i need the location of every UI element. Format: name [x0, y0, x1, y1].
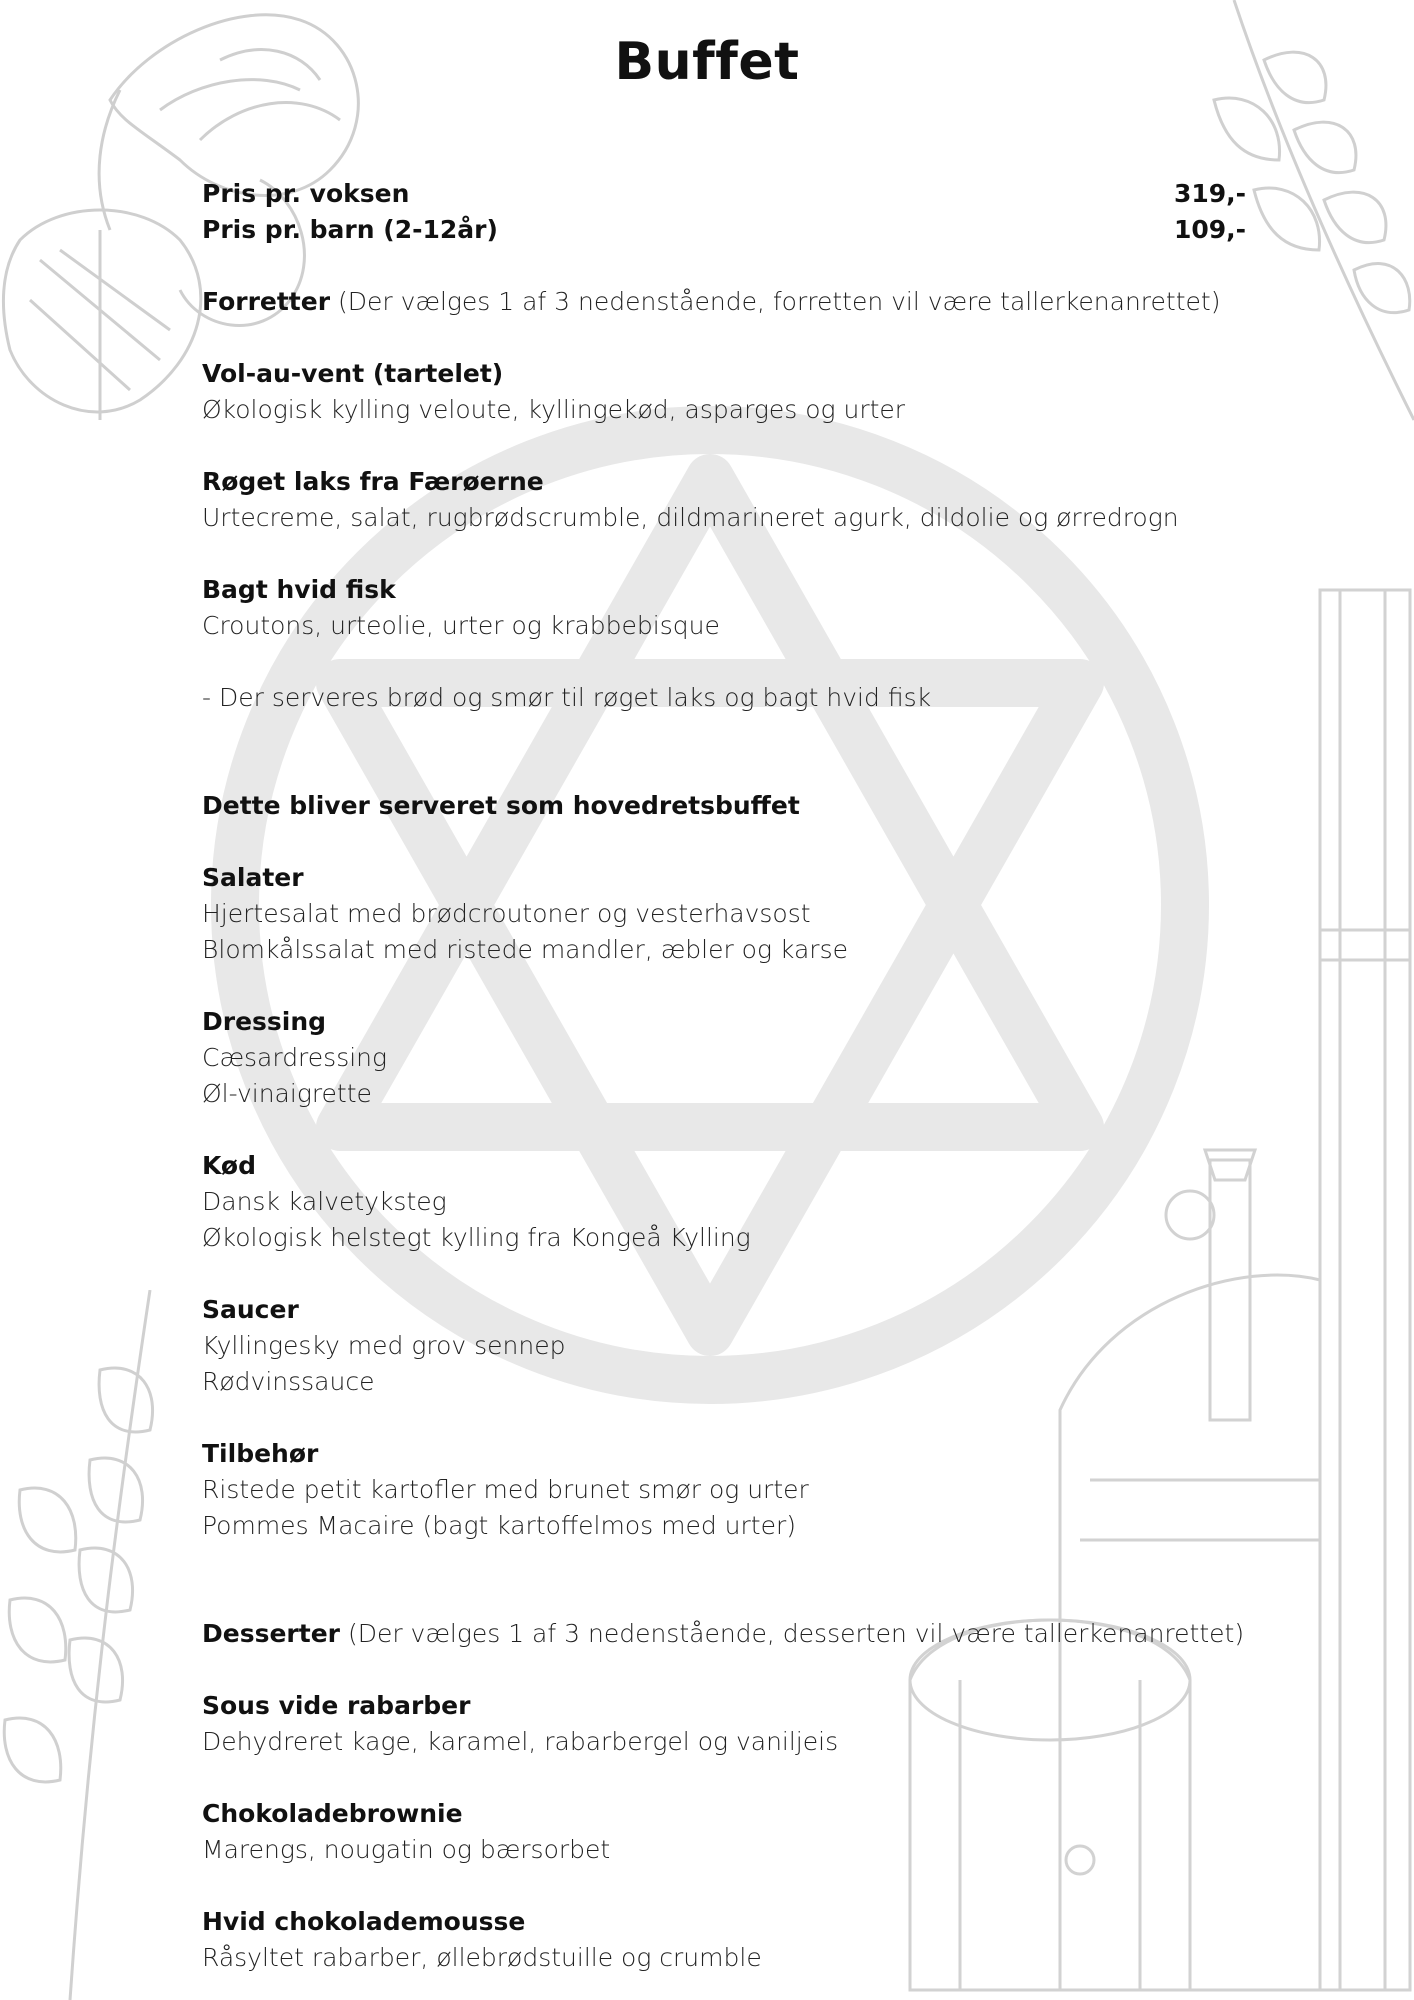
- group-line: Cæsardressing: [202, 1043, 388, 1072]
- dish-description: Råsyltet rabarber, øllebrødstuille og crumble: [202, 1943, 762, 1972]
- footnote: - Der serveres brød og smør til røget laks og bagt hvid fisk: [202, 683, 932, 712]
- group-line: Øl-vinaigrette: [202, 1079, 372, 1108]
- group-line: Kyllingesky med grov sennep: [202, 1331, 566, 1360]
- dish-description: Dehydreret kage, karamel, rabarbergel og vaniljeis: [202, 1727, 839, 1756]
- price-row-adult: [202, 176, 1246, 212]
- group-line: Økologisk helstegt kylling fra Kongeå Kylling: [202, 1223, 751, 1252]
- section-heading: Desserter: [202, 1619, 340, 1648]
- menu-content: [202, 176, 1246, 1976]
- group-name: Dressing: [202, 1007, 327, 1036]
- group-name: Kød: [202, 1151, 257, 1180]
- group-line: Rødvinssauce: [202, 1367, 375, 1396]
- dish-description: Marengs, nougatin og bærsorbet: [202, 1835, 611, 1864]
- page-title: Buffet: [614, 32, 800, 92]
- group-name: Saucer: [202, 1295, 299, 1324]
- dish-name: Sous vide rabarber: [202, 1691, 471, 1720]
- dish-name: Hvid chokolademousse: [202, 1907, 526, 1936]
- dish-name: Vol-au-vent (tartelet): [202, 359, 504, 388]
- dish-description: Økologisk kylling veloute, kyllingekød, asparges og urter: [202, 395, 906, 424]
- price-row-child: [202, 212, 1246, 248]
- section-note: (Der vælges 1 af 3 nedenstående, desserten vil være tallerkenanrettet): [340, 1619, 1245, 1648]
- dish-name: Røget laks fra Færøerne: [202, 467, 544, 496]
- price-value: 319,-: [1173, 179, 1246, 208]
- dish-name: Bagt hvid fisk: [202, 575, 396, 604]
- price-value: 109,-: [1173, 215, 1246, 244]
- section-heading: Dette bliver serveret som hovedretsbuffet: [202, 791, 800, 820]
- group-line: Ristede petit kartofler med brunet smør og urter: [202, 1475, 809, 1504]
- group-line: Dansk kalvetyksteg: [202, 1187, 447, 1216]
- group-line: Pommes Macaire (bagt kartoffelmos med urter): [202, 1511, 796, 1540]
- dish-description: Urtecreme, salat, rugbrødscrumble, dildmarineret agurk, dildolie og ørredrogn: [202, 503, 1179, 532]
- group-line: Hjertesalat med brødcroutoner og vesterhavsost: [202, 899, 811, 928]
- wheat-illustration-bottom-left: [0, 1290, 200, 2000]
- section-heading: Forretter: [202, 287, 331, 316]
- desserter-heading-line: [202, 1616, 1246, 1652]
- group-name: Salater: [202, 863, 304, 892]
- group-line: Blomkålssalat med ristede mandler, æbler og karse: [202, 935, 848, 964]
- forretter-heading-line: [202, 284, 1246, 320]
- dish-name: Chokoladebrownie: [202, 1799, 463, 1828]
- price-label: Pris pr. barn (2-12år): [202, 215, 498, 244]
- group-name: Tilbehør: [202, 1439, 319, 1468]
- section-note: (Der vælges 1 af 3 nedenstående, forretten vil være tallerkenanrettet): [330, 287, 1221, 316]
- dish-description: Croutons, urteolie, urter og krabbebisque: [202, 611, 720, 640]
- price-label: Pris pr. voksen: [202, 179, 410, 208]
